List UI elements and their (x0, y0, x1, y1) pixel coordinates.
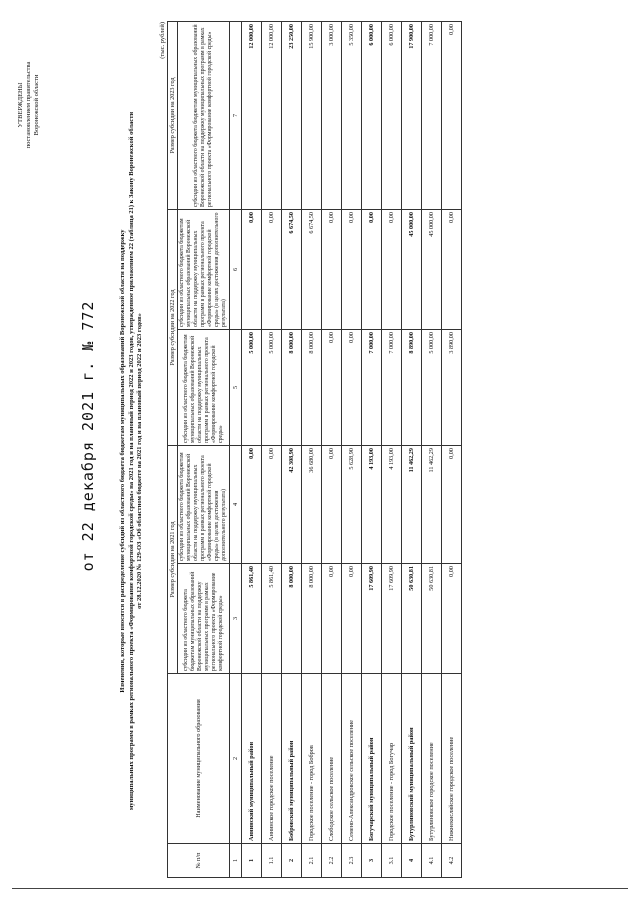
row-2022-result: 0,00 (442, 210, 462, 330)
row-2021-basic: 8 000,00 (302, 564, 322, 674)
row-2021-result: 0,00 (242, 446, 262, 564)
table-row (282, 22, 302, 878)
header-num: № п/п (168, 844, 230, 878)
order-number: от 22 декабря 2021 г. № 772 (79, 300, 97, 572)
row-2021-basic: 17 609,90 (382, 564, 402, 674)
row-2022-basic: 8 000,00 (282, 330, 302, 446)
row-name: Бутурлиновское городское поселение (422, 674, 442, 844)
row-num: 3 (362, 844, 382, 878)
title-line-1: Изменения, которые вносятся в распределение субсидий из областного бюджета бюджетам муниципальных образований Воронежской области на поддержку (119, 229, 126, 693)
row-2022-basic: 7 000,00 (362, 330, 382, 446)
row-name: Городское поселение - город Бобров (302, 674, 322, 844)
table-row (262, 22, 282, 878)
row-2022-result: 45 000,00 (422, 210, 442, 330)
colnum-2: 2 (230, 674, 242, 844)
colnum-7: 7 (230, 22, 242, 210)
colnum-5: 5 (230, 330, 242, 446)
row-2023-basic: 12 000,00 (242, 22, 262, 210)
approval-stamp (17, 30, 41, 180)
header-2022-result: субсидии из областного бюджета бюджетам муниципальных образований Воронежской области на поддержку муниципальных программ в рамках регионального проекта «Формирование комфортной городской среды» (в целях достижения дополнительного результата) (178, 210, 230, 330)
row-2023-basic: 3 000,00 (322, 22, 342, 210)
approval-line-2: постановлением правительства (25, 61, 32, 149)
row-num: 2.3 (342, 844, 362, 878)
row-2022-basic: 0,00 (342, 330, 362, 446)
row-2021-result: 0,00 (262, 446, 282, 564)
table-row (322, 22, 342, 878)
row-2022-basic: 8 000,00 (302, 330, 322, 446)
row-2021-basic: 0,00 (442, 564, 462, 674)
row-2021-result: 42 308,90 (282, 446, 302, 564)
colnum-4: 4 (230, 446, 242, 564)
row-name: Аннинский муниципальный район (242, 674, 262, 844)
row-2022-result: 0,00 (362, 210, 382, 330)
colnum-1: 1 (230, 844, 242, 878)
row-2021-basic: 17 609,90 (362, 564, 382, 674)
row-2021-basic: 5 861,40 (262, 564, 282, 674)
row-2023-basic: 5 350,00 (342, 22, 362, 210)
row-name: Аннинское городское поселение (262, 674, 282, 844)
row-2021-result: 0,00 (322, 446, 342, 564)
row-2021-result: 4 193,00 (362, 446, 382, 564)
row-num: 4.2 (442, 844, 462, 878)
header-2022: Размер субсидии на 2022 год (168, 210, 178, 446)
row-2021-basic: 50 630,81 (402, 564, 422, 674)
row-2022-basic: 0,00 (322, 330, 342, 446)
row-2022-basic: 5 000,00 (262, 330, 282, 446)
row-2022-result: 0,00 (242, 210, 262, 330)
row-num: 1.1 (262, 844, 282, 878)
colnum-6: 6 (230, 210, 242, 330)
row-name: Богучарский муниципальный район (362, 674, 382, 844)
header-2023: Размер субсидии на 2023 год (168, 22, 178, 210)
row-num: 2 (282, 844, 302, 878)
row-2022-result: 0,00 (382, 210, 402, 330)
subsidy-table (167, 21, 462, 878)
header-2021-result: субсидии из областного бюджета бюджетам муниципальных образований Воронежской области на поддержку муниципальных программ в рамках регионального проекта «Формирование комфортной городской среды» (в целях достижения дополнительного результата) (178, 446, 230, 564)
row-2022-result: 45 000,00 (402, 210, 422, 330)
header-2023-basic: субсидии из областного бюджета бюджетам муниципальных образований Воронежской области на поддержку муниципальных программ в рамках регионального проекта «Формирование комфортной городской среды» (178, 22, 230, 210)
row-2021-result: 11 462,29 (422, 446, 442, 564)
row-2021-result: 0,00 (442, 446, 462, 564)
header-name: Наименование муниципального образования (168, 674, 230, 844)
row-num: 2.1 (302, 844, 322, 878)
row-2023-basic: 15 900,00 (302, 22, 322, 210)
row-num: 4 (402, 844, 422, 878)
header-2022-basic: субсидии из областного бюджета бюджетам муниципальных образований Воронежской области на поддержку муниципальных программ в рамках регионального проекта «Формирование комфортной городской среды» (178, 330, 230, 446)
row-2021-basic: 50 630,81 (422, 564, 442, 674)
row-2021-result: 5 628,90 (342, 446, 362, 564)
row-name: Нижнекисляйское городское поселение (442, 674, 462, 844)
row-2022-result: 0,00 (322, 210, 342, 330)
row-name: Семено-Александровское сельское поселение (342, 674, 362, 844)
row-2022-basic: 7 000,00 (382, 330, 402, 446)
table-row (362, 22, 382, 878)
row-2022-result: 0,00 (262, 210, 282, 330)
page-bottom-rule (12, 888, 628, 889)
row-2023-basic: 7 000,00 (422, 22, 442, 210)
table-row (442, 22, 462, 878)
table-row (242, 22, 262, 878)
header-2021: Размер субсидии на 2021 год (168, 446, 178, 674)
row-2023-basic: 6 000,00 (362, 22, 382, 210)
table-row (422, 22, 442, 878)
table-body (242, 22, 462, 878)
table-row (302, 22, 322, 878)
row-num: 3.1 (382, 844, 402, 878)
approval-line-3: Воронежской области (33, 74, 40, 136)
row-2022-basic: 3 890,00 (442, 330, 462, 446)
row-name: Городское поселение - город Богучар (382, 674, 402, 844)
row-2022-basic: 5 000,00 (422, 330, 442, 446)
row-2023-basic: 12 000,00 (262, 22, 282, 210)
row-2021-basic: 5 861,40 (242, 564, 262, 674)
row-2022-basic: 5 000,00 (242, 330, 262, 446)
row-2021-result: 36 680,00 (302, 446, 322, 564)
row-2021-result: 4 193,00 (382, 446, 402, 564)
header-2021-basic: субсидии из областного бюджета бюджетам муниципальных образований Воронежской области на поддержку муниципальных программ в рамках регионального проекта «Формирование комфортной городской среды» (178, 564, 230, 674)
row-2022-result: 0,00 (342, 210, 362, 330)
row-2023-basic: 6 000,00 (382, 22, 402, 210)
row-name: Слободское сельское поселение (322, 674, 342, 844)
row-num: 1 (242, 844, 262, 878)
row-2021-basic: 0,00 (342, 564, 362, 674)
column-numbers-row (230, 22, 242, 878)
rotated-sheet (15, 6, 627, 886)
table-row (382, 22, 402, 878)
colnum-3: 3 (230, 564, 242, 674)
row-2023-basic: 17 900,00 (402, 22, 422, 210)
row-2022-basic: 8 890,00 (402, 330, 422, 446)
row-num: 2.2 (322, 844, 342, 878)
table-row (402, 22, 422, 878)
row-2021-result: 11 462,29 (402, 446, 422, 564)
row-2023-basic: 23 250,00 (282, 22, 302, 210)
table-row (342, 22, 362, 878)
row-name: Бобровский муниципальный район (282, 674, 302, 844)
title-line-2: муниципальных программ в рамках регионального проекта «Формирование комфортной городской среды» на 2021 год и на плановый период 2022 и 2023 годов, утвержденное приложением 22 (таблица 21) к Закону Воронежской области (127, 111, 135, 811)
title-line-3: от 28.12.2020 № 129-ОЗ «Об областном бюджете на 2021 год и на плановый период 2022 и 2023 годов» (136, 313, 143, 609)
document-title (119, 46, 145, 876)
row-2023-basic: 0,00 (442, 22, 462, 210)
row-name: Бутурлиновский муниципальный район (402, 674, 422, 844)
row-2022-result: 6 674,50 (282, 210, 302, 330)
approval-line-1: УТВЕРЖДЕНЫ (17, 82, 24, 128)
row-num: 4.1 (422, 844, 442, 878)
row-2021-basic: 8 000,00 (282, 564, 302, 674)
unit-label: (тыс. рублей) (159, 22, 166, 59)
row-2022-result: 6 674,50 (302, 210, 322, 330)
row-2021-basic: 0,00 (322, 564, 342, 674)
